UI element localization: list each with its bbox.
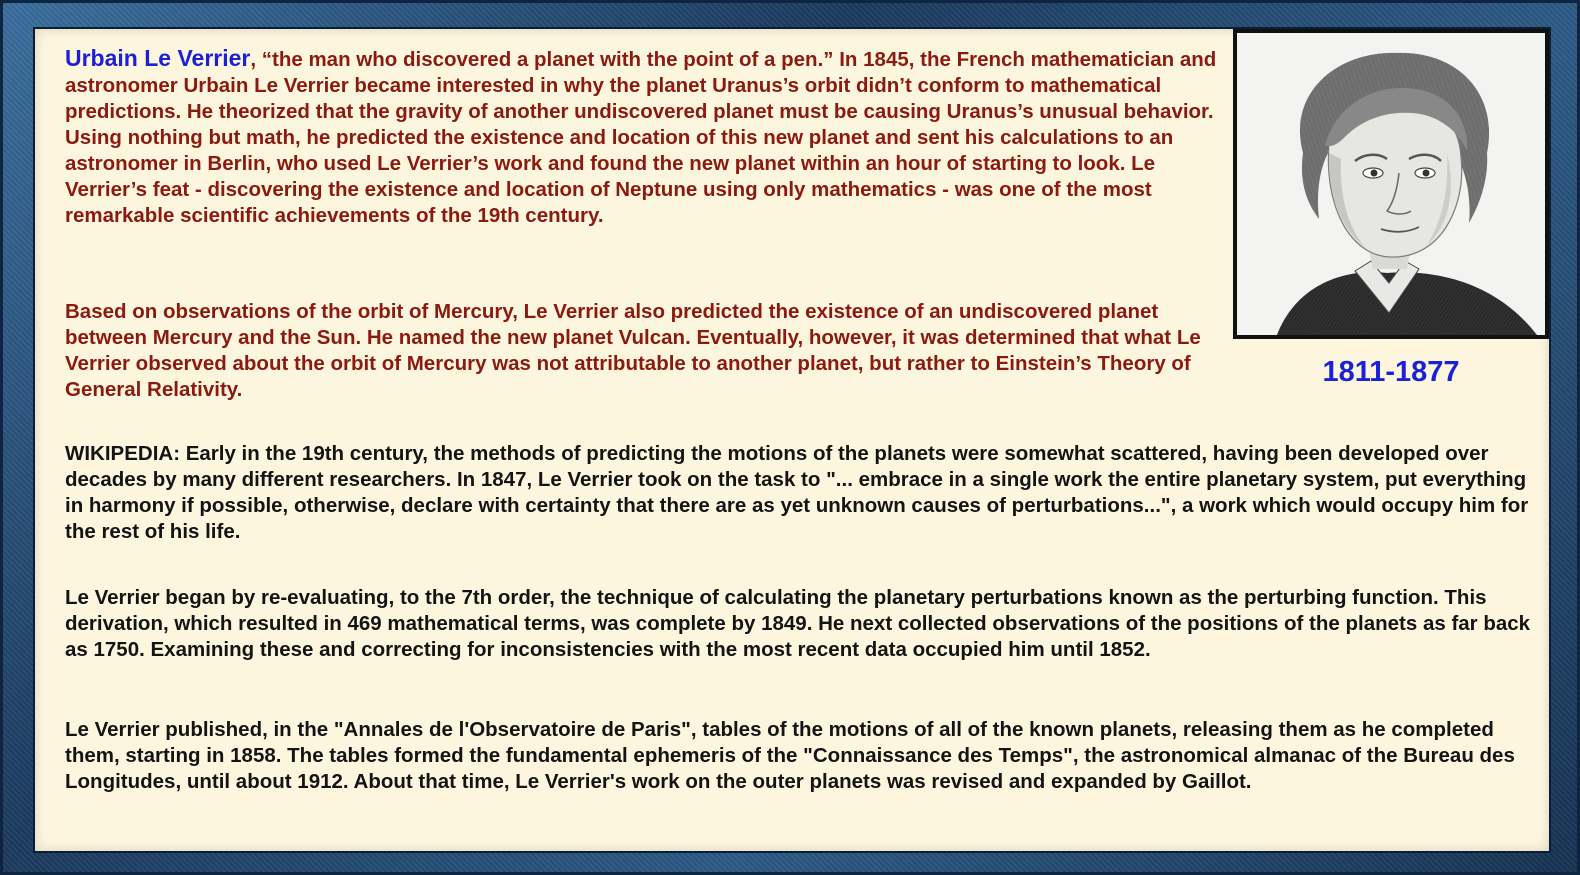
life-years: 1811-1877 — [1322, 356, 1460, 388]
wikipedia-paragraph-2: Le Verrier began by re-evaluating, to the 7th order, the technique of calculating the planetary perturbations known as the perturbing function. This derivation, which resulted in 469 mathematical terms, was complete by 1849. He next collected observations of the positions of the planets as far back as 1750. Examining these and correcting for inconsistencies with the most recent data occupied him until 1852. — [65, 586, 1531, 661]
wikipedia-paragraph-3: Le Verrier published, in the "Annales de l'Observatoire de Paris", tables of the motions of all of the known planets, releasing them as he completed them, starting in 1858. The tables formed the fundamental ephemeris of the "Connaissance des Temps", the astronomical almanac of the Bureau des Longitudes, until about 1912. About that time, Le Verrier's work on the outer planets was revised and expanded by Gaillot. — [65, 718, 1515, 793]
intro-text: , “the man who discovered a planet with the point of a pen.” In 1845, the French mathematician and astronomer Urbain Le Verrier became interested in why the planet Uranus’s orbit didn’t conform to mathematical predictions. He theorized that the gravity of another undiscovered planet must be causing Uranus’s unusual behavior. Using nothing but math, he predicted the existence and location of this new planet and sent his calculations to an astronomer in Berlin, who used Le Verrier’s work and found the new planet within an hour of starting to look. Le Verrier’s feat - discovering the existence and location of Neptune using only mathematics - was one of the most remarkable scientific achievements of the 19th century. — [65, 48, 1217, 227]
vulcan-paragraph: Based on observations of the orbit of Mercury, Le Verrier also predicted the existence of an undiscovered planet between Mercury and the Sun. He named the new planet Vulcan. Eventually, however, it was determined that what Le Verrier observed about the orbit of Mercury was not attributable to another planet, but rather to Einstein’s Theory of General Relativity. — [65, 300, 1201, 401]
intro-paragraph — [65, 45, 1225, 229]
content-panel — [35, 29, 1549, 851]
portrait-engraving — [1237, 33, 1545, 335]
wikipedia-paragraph-1: WIKIPEDIA: Early in the 19th century, the methods of predicting the motions of the planets were somewhat scattered, having been developed over decades by many different researchers. In 1847, Le Verrier took on the task to "... embrace in a single work the entire planetary system, put everything in harmony if possible, otherwise, declare with certainty that there are as yet unknown causes of perturbations...", a work which would occupy him for the rest of his life. — [65, 442, 1529, 543]
person-name: Urbain Le Verrier — [65, 45, 251, 71]
portrait-image — [1233, 29, 1549, 339]
